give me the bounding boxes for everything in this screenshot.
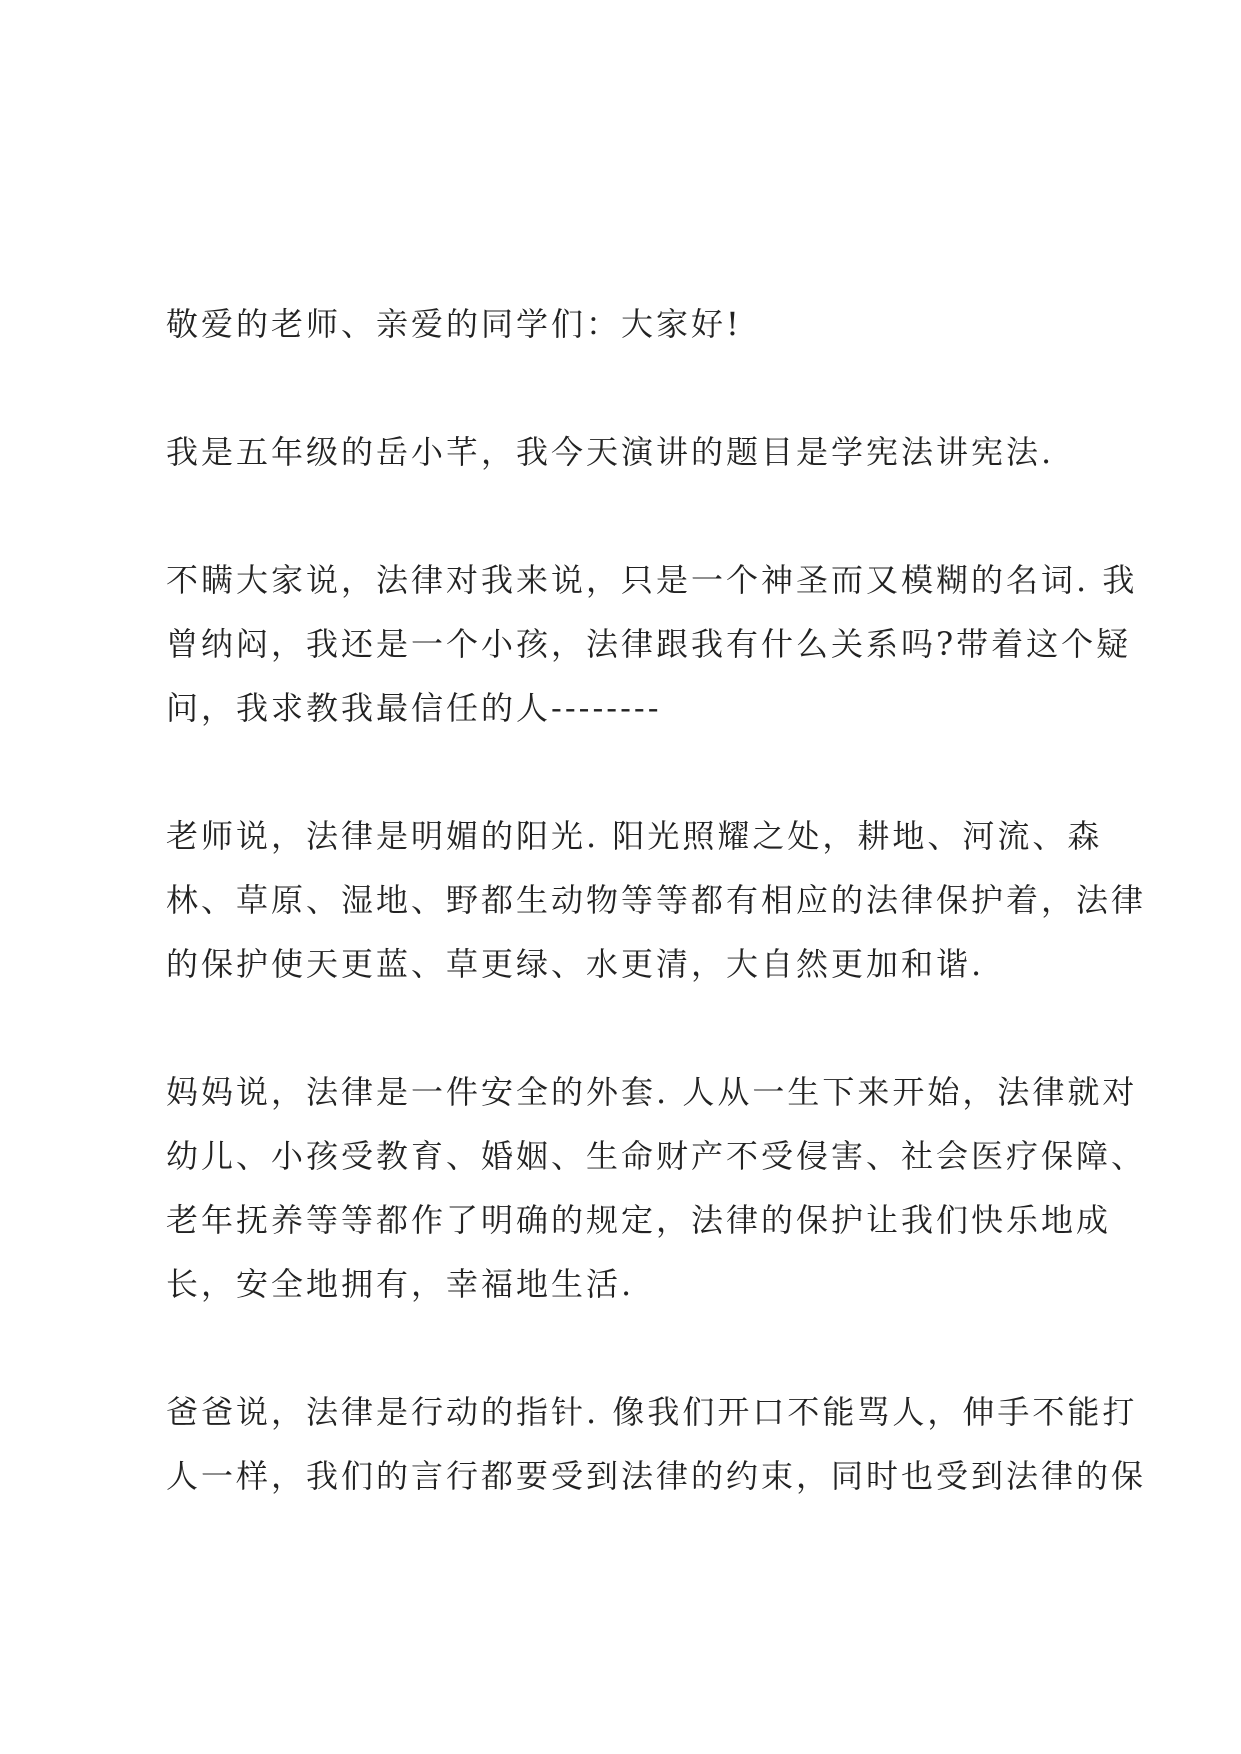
text-line: 爸爸说，法律是行动的指针. 像我们开口不能骂人，伸手不能打 [166,1393,1138,1431]
text-line: 人一样，我们的言行都要受到法律的约束，同时也受到法律的保 [166,1457,1147,1495]
paragraph-question [166,548,1138,740]
text-line: 林、草原、湿地、野都生动物等等都有相应的法律保护着，法律 [166,881,1147,919]
text-line: 老年抚养等等都作了明确的规定，法律的保护让我们快乐地成 [166,1201,1112,1239]
text-line: 幼儿、小孩受教育、婚姻、生命财产不受侵害、社会医疗保障、 [166,1137,1147,1175]
paragraph-greeting [166,292,1096,356]
paragraph-father [166,1380,1147,1508]
text-line: 曾纳闷，我还是一个小孩，法律跟我有什么关系吗?带着这个疑 [166,625,1132,663]
paragraph-mother [166,1060,1147,1316]
text-line: 我是五年级的岳小芊，我今天演讲的题目是学宪法讲宪法. [166,433,1055,471]
document-body [166,292,1147,1572]
text-line: 老师说，法律是明媚的阳光. 阳光照耀之处，耕地、河流、森 [166,817,1103,855]
text-line: 长，安全地拥有，幸福地生活. [166,1265,635,1303]
text-line: 问，我求教我最信任的人-------- [166,689,662,727]
text-line: 不瞒大家说，法律对我来说，只是一个神圣而又模糊的名词. 我 [166,561,1138,599]
text-line: 的保护使天更蓝、草更绿、水更清，大自然更加和谐. [166,945,985,983]
paragraph-teacher [166,804,1147,996]
paragraph-introduction [166,420,1096,484]
text-line: 敬爱的老师、亲爱的同学们：大家好! [166,305,742,343]
text-line: 妈妈说，法律是一件安全的外套. 人从一生下来开始，法律就对 [166,1073,1138,1111]
